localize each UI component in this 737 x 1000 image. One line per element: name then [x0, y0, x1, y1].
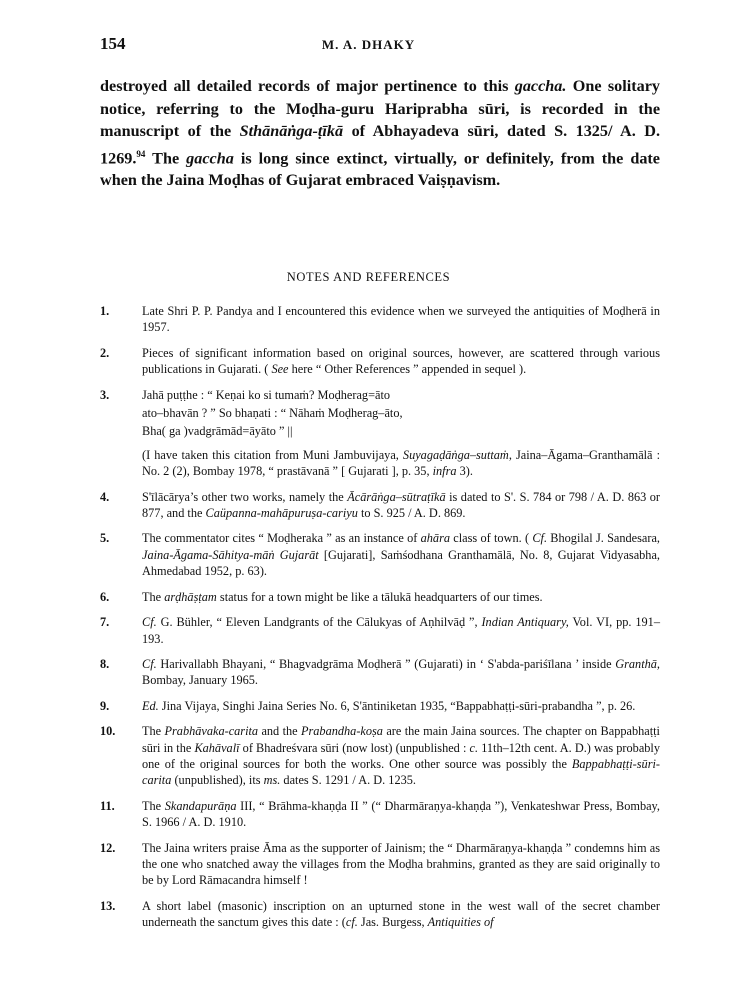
text-run: The — [142, 798, 165, 813]
text-run-italic: Bappabhaṭṭi-sūri-carita — [142, 756, 660, 788]
text-run-italic: arḍhāṣṭam — [164, 589, 217, 604]
text-run: Vol. VI, pp. 191–193. — [142, 615, 660, 646]
note-item — [100, 345, 660, 378]
text-run-italic: cf. — [345, 915, 358, 930]
text-run-italic: Cf. — [142, 615, 157, 630]
note-item — [100, 723, 660, 789]
note-number: 3. — [100, 387, 110, 402]
running-head: M. A. DHAKY — [321, 37, 416, 52]
note-text — [142, 489, 660, 522]
note-text — [142, 530, 660, 579]
note-item — [100, 798, 660, 831]
note-text — [142, 723, 660, 789]
note-item — [100, 530, 660, 579]
text-run-italic: Sthānāṅga-ṭīkā — [239, 122, 344, 140]
note-text — [142, 840, 660, 889]
note-number: 4. — [100, 489, 110, 504]
text-run: One solitary notice, referring to the Moḍha-guru Hariprabha sūri, is recorded in the manuscript of the — [100, 77, 660, 140]
text-run-italic: ms. — [263, 773, 281, 788]
text-run: of Abhayadeva sūri, dated S. 1325/ A. D. 1269. — [100, 122, 660, 167]
page-number: 154 — [100, 34, 126, 53]
note-item — [100, 898, 660, 931]
note-number: 12. — [100, 840, 116, 855]
note-number: 13. — [100, 898, 116, 913]
text-run: (I have taken this citation from Muni Jambuvijaya, — [142, 447, 403, 462]
note-text — [142, 698, 660, 714]
text-run: 3). — [456, 464, 473, 479]
text-run: The — [142, 589, 165, 604]
note-item — [100, 589, 660, 605]
body-paragraph — [100, 75, 660, 192]
note-number: 5. — [100, 531, 110, 546]
text-run-italic: gaccha — [186, 148, 234, 167]
text-run: and the — [258, 724, 301, 739]
text-run: III, “ Brāhma-khaṇḍa II ” (“ Dharmāraṇya-khaṇḍa ”), Venkateshwar Press, Bombay, S. 1966 / A. D. 1910. — [142, 798, 660, 830]
text-run-italic: Ācārāṅga–sūtraṭīkā — [347, 489, 446, 504]
text-run: dates S. 1291 / A. D. 1235. — [280, 773, 416, 788]
verse-line: Bha( ga )vadgrāmād=āyāto ” || — [142, 424, 293, 439]
text-run-italic: Antiquities of — [427, 915, 494, 930]
text-run: here “ Other References ” appended in sequel ). — [288, 362, 527, 377]
note-item — [100, 698, 660, 714]
text-run: Bombay, January 1965. — [142, 673, 259, 688]
text-run: Jas. Burgess, — [357, 915, 428, 930]
text-run: A short label (masonic) inscription on an upturned stone in the west wall of the secret chamber underneath the sanctum gives this date : ( — [142, 898, 660, 930]
note-item — [100, 303, 660, 336]
text-run: Late Shri P. P. Pandya and I encountered this evidence when we surveyed the antiquities of Moḍherā in 1957. — [142, 304, 660, 335]
text-run: The — [145, 148, 187, 167]
text-run-italic: Kahāvalī — [194, 740, 240, 755]
text-run-italic: Suyagaḍāṅga–suttaṁ — [402, 447, 509, 462]
text-run-italic: Caüpanna-mahāpuruṣa-cariyu — [205, 506, 358, 521]
text-run: [Gujarati], Saṁśodhana Granthamālā, No. 8, Gujarat Vidyasabha, Ahmedabad 1952, p. 63). — [142, 547, 660, 579]
text-run: are the main Jaina sources. The chapter on Bappabhaṭṭi sūri in the — [142, 724, 660, 755]
text-run-italic: ahāra — [420, 531, 451, 546]
note-text — [142, 656, 660, 689]
text-run: to S. 925 / A. D. 869. — [357, 506, 466, 521]
note-text — [142, 447, 660, 480]
text-run-italic: Skandapurāṇa — [164, 798, 237, 813]
note-item — [100, 656, 660, 689]
note-number: 11. — [100, 798, 115, 813]
text-run-italic: gaccha. — [514, 77, 567, 95]
text-run-italic: Cf. — [532, 531, 548, 546]
text-run: Bhogilal J. Sandesara, — [547, 531, 661, 546]
note-item — [100, 489, 660, 522]
note-number: 8. — [100, 656, 110, 671]
text-run: (unpublished), its — [171, 773, 264, 788]
notes-list — [100, 303, 660, 940]
note-number: 1. — [100, 304, 110, 318]
text-run: destroyed all detailed records of major pertinence to this — [100, 77, 515, 95]
note-item — [100, 387, 660, 480]
text-run-italic: Prabhāvaka-carita — [164, 724, 259, 739]
note-text — [142, 303, 660, 336]
footnote-ref: 94 — [136, 148, 146, 159]
text-run-italic: Prabandha-koṣa — [300, 724, 383, 739]
notes-heading: NOTES AND REFERENCES — [286, 270, 451, 284]
note-item — [100, 840, 660, 889]
text-run: Harivallabh Bhayani, “ Bhagvadgrāma Moḍherā ” (Gujarati) in ‘ S'abda-pariśīlana ’ inside — [156, 656, 616, 671]
text-run-italic: Cf. — [142, 656, 157, 671]
note-item — [100, 614, 660, 647]
text-run: status for a town might be like a tālukā headquarters of our times. — [216, 589, 543, 604]
note-text — [142, 898, 660, 931]
text-run-italic: c. — [469, 740, 479, 755]
verse-line: ato–bhavān ? ” So bhaṇati : “ Nāhaṁ Moḍherag–āto, — [142, 406, 403, 421]
text-run-italic: Jaina-Āgama-Sāhitya-māṅ Gujarāt — [142, 547, 319, 562]
text-run: is long since extinct, virtually, or definitely, from the date when the Jaina Moḍhas of Gujarat embraced Vaiṣṇavism. — [100, 148, 660, 190]
text-run-italic: Indian Antiquary, — [481, 615, 569, 630]
text-run-italic: infra — [432, 464, 457, 479]
text-run: is dated to S'. S. 784 or 798 / A. D. 863 or 877, and the — [142, 489, 661, 521]
text-run: Jina Vijaya, Singhi Jaina Series No. 6, S'āntiniketan 1935, “Bappabhaṭṭi-sūri-prabandha ”, p. 26. — [158, 698, 636, 713]
text-run: class of town. ( — [450, 531, 533, 546]
note-text — [142, 614, 660, 647]
note-text — [142, 589, 660, 605]
text-run: The — [142, 724, 165, 739]
note-number: 2. — [100, 345, 110, 360]
note-number: 9. — [100, 698, 110, 713]
note-text — [142, 798, 660, 831]
text-run-italic: Granthā, — [615, 656, 660, 671]
note-text — [142, 345, 660, 378]
text-run: The commentator cites “ Moḍheraka ” as an instance of — [142, 531, 421, 546]
note-number: 6. — [100, 589, 110, 604]
note-number: 7. — [100, 615, 110, 630]
text-run: G. Bühler, “ Eleven Landgrants of the Cālukyas of Aṇhilvāḍ ”, — [156, 615, 482, 630]
note-number: 10. — [100, 724, 116, 739]
text-run: , Jaina–Āgama–Granthamālā : No. 2 (2), Bombay 1978, “ prastāvanā ” [ Gujarati ], p. 35, — [142, 447, 660, 479]
text-run-italic: See — [271, 362, 289, 377]
text-run: Pieces of significant information based on original sources, however, are scattered through various publications in Gujarati. ( — [142, 345, 660, 377]
verse-line: Jahā puṭṭhe : “ Keṇai ko si tumaṁ? Moḍherag=āto — [142, 387, 391, 402]
text-run: of Bhadreśvara sūri (now lost) (unpublished : — [239, 740, 470, 755]
text-run-italic: Ed. — [142, 698, 159, 713]
text-run: The Jaina writers praise Āma as the supporter of Jainism; the “ Dharmāraṇya-khaṇḍa ” condemns him as the one who snatched away the villages from the Moḍha brahmins, granted as they are said originally to be by Lord Rāmacandra himself ! — [142, 840, 660, 888]
text-run: S'īlācārya’s other two works, namely the — [142, 489, 348, 504]
text-run: 11th–12th cent. A. D.) was probably one of the original sources for both the works. One other source was possibly the — [142, 740, 660, 771]
